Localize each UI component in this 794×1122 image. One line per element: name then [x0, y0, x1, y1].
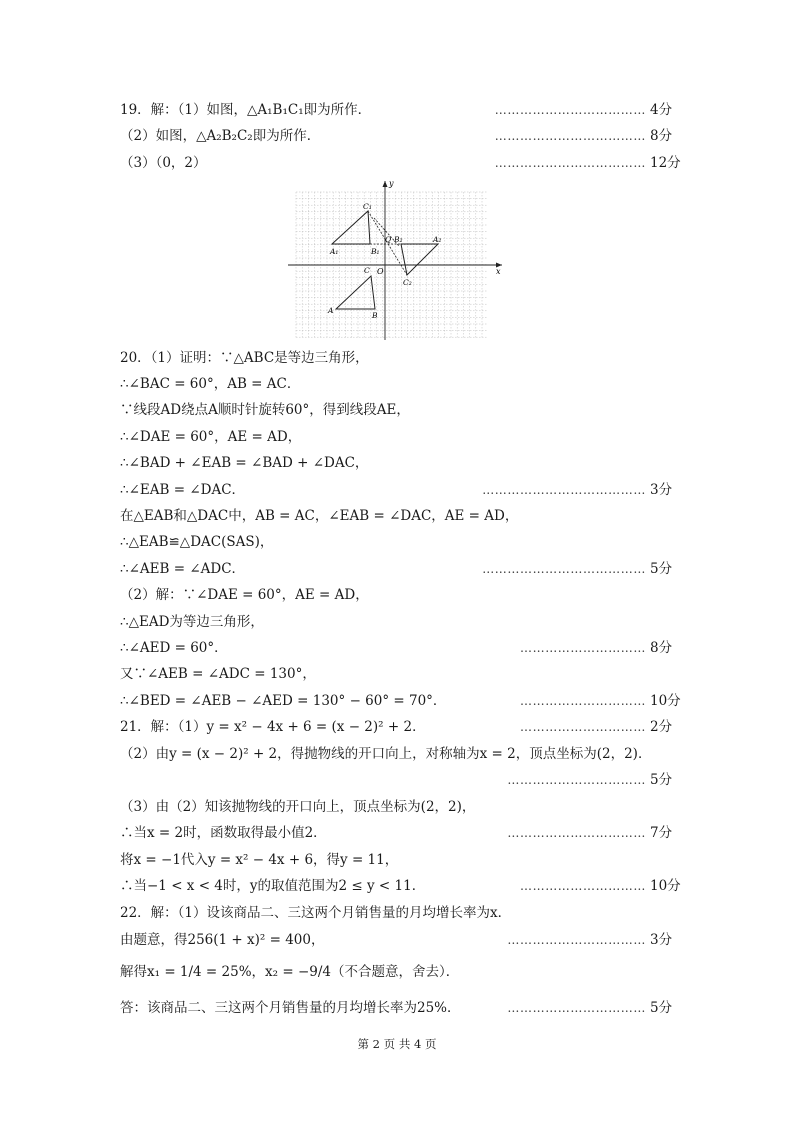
score-label: 12分	[650, 155, 681, 171]
leader-dots: ……………………………	[507, 1001, 646, 1015]
line-text: ∴∠AEB = ∠ADC．	[120, 561, 246, 577]
answer-line	[0, 998, 794, 1022]
label-c: C	[364, 266, 370, 275]
answer-line	[0, 453, 794, 477]
origin-label: O	[377, 267, 384, 276]
answer-line	[0, 717, 794, 741]
line-text: 在△EAB和△DAC中，AB = AC，∠EAB = ∠DAC，AE = AD，	[120, 508, 519, 524]
line-text: ∴当x = 2时，函数取得最小值2．	[120, 825, 327, 841]
line-text: 由题意，得256(1 + x)² = 400，	[120, 932, 325, 948]
line-text: （2）如图，△A₂B₂C₂即为所作．	[120, 128, 321, 144]
score-label: 8分	[650, 640, 673, 656]
line-text: ∴∠BED = ∠AEB − ∠AED = 130° − 60° = 70°．	[120, 693, 447, 709]
leader-dots: ………………………………	[494, 156, 646, 170]
line-text: 20．（1）证明：∵△ABC是等边三角形，	[120, 350, 369, 366]
answer-line	[0, 638, 794, 662]
score-label: 4分	[650, 102, 673, 118]
leader-dots: ……………………………	[507, 773, 646, 787]
coordinate-figure	[288, 178, 506, 340]
score-label: 10分	[650, 693, 681, 709]
label-b1: B₁	[371, 247, 380, 256]
answer-line	[0, 427, 794, 451]
leader-dots: ……………………………	[507, 933, 646, 947]
label-a2: A₂	[433, 235, 442, 244]
line-text: ∵线段AD绕点A顺时针旋转60°，得到线段AE，	[120, 402, 410, 418]
answer-line	[0, 770, 794, 794]
line-text: 解得x₁ = 1/4 = 25%，x₂ = −9/4（不合题意，舍去）．	[120, 964, 460, 980]
line-text: ∴∠BAC = 60°，AB = AC．	[120, 376, 301, 392]
line-text: （2）由y = (x − 2)² + 2，得抛物线的开口向上，对称轴为x = 2，顶点坐标为(2，2)．	[120, 746, 652, 762]
leader-dots: …………………………	[520, 879, 646, 893]
label-a1: A₁	[330, 247, 339, 256]
answer-line	[0, 126, 794, 150]
line-text: 答：该商品二、三这两个月销售量的月均增长率为25%．	[120, 1000, 461, 1016]
line-text: ∴∠BAD + ∠EAB = ∠BAD + ∠DAC，	[120, 455, 369, 471]
line-text: （3）由（2）知该抛物线的开口向上，顶点坐标为(2，2)，	[120, 799, 476, 815]
answer-line	[0, 962, 794, 986]
label-a: A	[328, 306, 334, 315]
line-text: 19．解：（1）如图，△A₁B₁C₁即为所作．	[120, 102, 372, 118]
answer-line	[0, 400, 794, 424]
line-text: 21．解：（1）y = x² − 4x + 6 = (x − 2)² + 2．	[120, 719, 426, 735]
line-text: ∴△EAD为等边三角形，	[120, 614, 264, 630]
score-label: 5分	[650, 1000, 673, 1016]
y-axis-arrow	[383, 181, 388, 187]
score-label: 8分	[650, 128, 673, 144]
score-label: 5分	[650, 561, 673, 577]
score-label: 7分	[650, 825, 673, 841]
answer-line	[0, 903, 794, 927]
answer-line	[0, 506, 794, 530]
answer-line	[0, 585, 794, 609]
score-label: 5分	[650, 772, 673, 788]
score-label: 2分	[650, 719, 673, 735]
leader-dots: ………………………………	[494, 103, 646, 117]
line-text: ∴∠AED = 60°．	[120, 640, 228, 656]
label-c1: C₁	[363, 202, 372, 211]
line-text: 将x = −1代入y = x² − 4x + 6，得y = 11，	[120, 852, 399, 868]
leader-dots: ……………………………	[507, 826, 646, 840]
label-b2: B₂	[394, 235, 403, 244]
line-text: ∴△EAB≌△DAC(SAS)，	[120, 534, 274, 550]
leader-dots: …………………………	[520, 694, 646, 708]
leader-dots: …………………………………	[482, 562, 646, 576]
line-text: ∴当−1 < x < 4时，y的取值范围为2 ≤ y < 11．	[120, 878, 426, 894]
answer-line	[0, 823, 794, 847]
score-label: 3分	[650, 482, 673, 498]
line-text: （2）解：∵∠DAE = 60°，AE = AD，	[120, 587, 369, 603]
score-label: 10分	[650, 878, 681, 894]
leader-dots: …………………………	[520, 720, 646, 734]
answer-line	[0, 930, 794, 954]
answer-line	[0, 850, 794, 874]
line-text: ∴∠EAB = ∠DAC．	[120, 482, 246, 498]
answer-line	[0, 480, 794, 504]
line-text: 22．解：（1）设该商品二、三这两个月销售量的月均增长率为x．	[120, 905, 512, 921]
answer-line	[0, 153, 794, 177]
triangle-a1b1c1	[332, 211, 370, 244]
answer-line	[0, 100, 794, 124]
answer-line	[0, 797, 794, 821]
score-label: 3分	[650, 932, 673, 948]
label-b: B	[372, 311, 378, 320]
answer-line	[0, 664, 794, 688]
leader-dots: ………………………………	[494, 129, 646, 143]
answer-line	[0, 532, 794, 556]
answer-line	[0, 612, 794, 636]
leader-dots: …………………………	[520, 641, 646, 655]
answer-line	[0, 374, 794, 398]
answer-line	[0, 744, 794, 768]
y-axis-label: y	[389, 179, 394, 188]
answer-line	[0, 691, 794, 715]
label-c2: C₂	[403, 278, 412, 287]
line-text: （3）（0，2）	[120, 155, 207, 171]
label-q: Q	[385, 235, 392, 244]
line-text: 又∵∠AEB = ∠ADC = 130°，	[120, 666, 316, 682]
leader-dots: …………………………………	[482, 483, 646, 497]
line-text: ∴∠DAE = 60°，AE = AD，	[120, 429, 302, 445]
answer-line	[0, 348, 794, 372]
answer-line	[0, 559, 794, 583]
page-footer: 第 2 页 共 4 页	[357, 1037, 437, 1051]
answer-line	[0, 876, 794, 900]
x-axis-label: x	[496, 267, 501, 276]
